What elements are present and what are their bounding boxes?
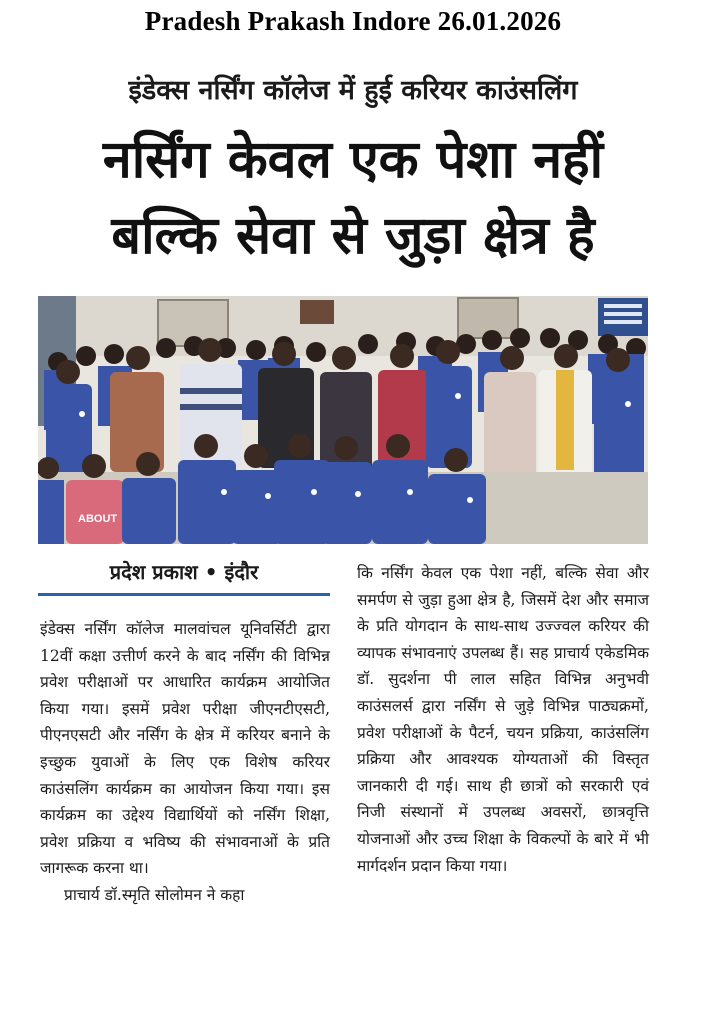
headline-line-2: बल्कि सेवा से जुड़ा क्षेत्र है: [111, 206, 595, 266]
group-photo: [38, 296, 648, 544]
byline: [38, 558, 330, 596]
shirt-text: ABOUT: [78, 513, 118, 525]
article-paragraph: प्राचार्य डॉ.स्मृति सोलोमन ने कहा: [64, 885, 245, 904]
headline-line-1: नर्सिंग केवल एक पेशा नहीं: [102, 130, 604, 190]
article-paragraph: इंडेक्स नर्सिंग कॉलेज मालवांचल यूनिवर्सिटी द्वारा 12वीं कक्षा उत्तीर्ण करने के बाद नर्सिंग की विभिन्न प्रवेश परीक्षाओं पर आधारित कार्यक्रम आयोजित किया गया। इसमें प्रवेश परीक्षा जीएनटीएसटी, पीएनएसटी और नर्सिंग के क्षेत्र में करियर बनाने के इच्छुक युवाओं के लिए एक विशेष करियर काउंसलिंग कार्यक्रम का आयोजन किया गया। इस कार्यक्रम का उद्देश्य विद्यार्थियों को नर्सिंग शिक्षा, प्रवेश प्रक्रिया व भविष्य की संभावनाओं के प्रति जागरूक करना था।: [40, 620, 330, 878]
masthead: Pradesh Prakash Indore 26.01.2026: [144, 6, 562, 36]
main-headline: [0, 122, 706, 274]
article-column-left: [40, 616, 330, 909]
byline-rule: [38, 593, 330, 596]
article-column-right: [357, 560, 649, 879]
kicker-headline: इंडेक्स नर्सिंग कॉलेज में हुई करियर काउंसलिंग: [128, 75, 578, 106]
article-paragraph: कि नर्सिंग केवल एक पेशा नहीं, बल्कि सेवा और समर्पण से जुड़ा हुआ क्षेत्र है, जिसमें देश और समाज के प्रति योगदान के साथ-साथ उज्ज्वल करियर की व्यापक संभावनाएं उपलब्ध हैं। सह प्राचार्य एकेडमिक डॉ. सुदर्शना पी लाल सहित विभिन्न अनुभवी काउंसलर्स द्वारा नर्सिंग से जुड़े विभिन्न पाठ्यक्रमों, प्रवेश परीक्षाओं के पैटर्न, चयन प्रक्रिया, काउंसलिंग प्रक्रिया और आवश्यक योग्यताओं की विस्तृत जानकारी दी गई। साथ ही छात्रों को सरकारी एवं निजी संस्थानों में उपलब्ध अवसरों, छात्रवृत्ति योजनाओं और उच्च शिक्षा के विकल्पों के बारे में भी मार्गदर्शन प्रदान किया गया।: [357, 564, 649, 875]
byline-text: प्रदेश प्रकाश • इंदौर: [109, 560, 259, 584]
